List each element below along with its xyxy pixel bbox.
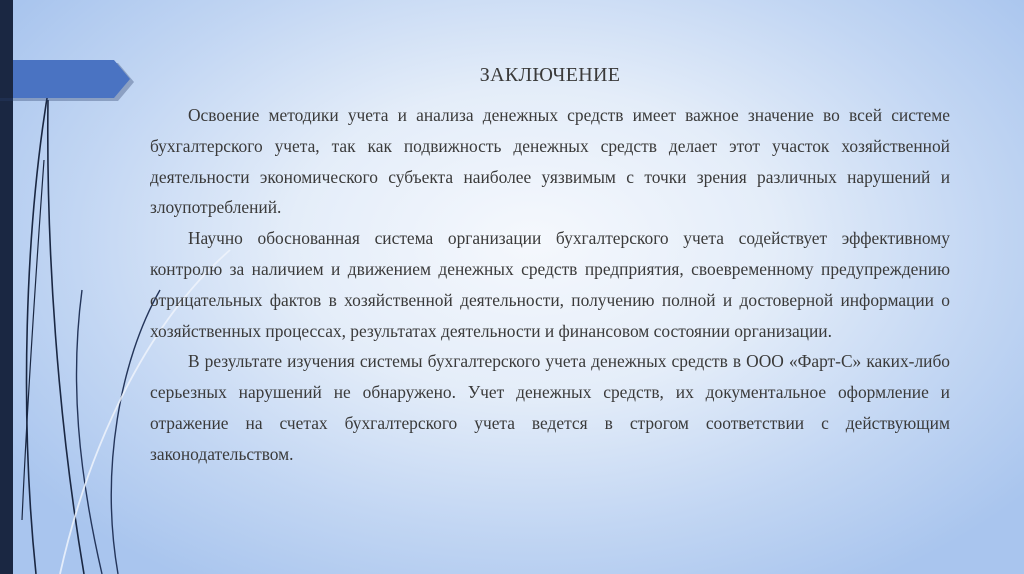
paragraph-2: Научно обоснованная система организации бухгалтерского учета содействует эффективному контролю за наличием и движением денежных средств предприятия, своевременному предупреждению отрицательных фактов в хозяйственной деятельности, получению полной и достоверной информации о хозяйственных процессах, результатах деятельности и финансовом состоянии организации. xyxy=(150,228,950,341)
paragraph-1: Освоение методики учета и анализа денежных средств имеет важное значение во всей системе бухгалтерского учета, так как подвижность денежных средств делает этот участок хозяйственной деятельности экономического субъекта наиболее уязвимым с точки зрения различных нарушений и злоупотреблений. xyxy=(150,105,950,218)
slide-title: ЗАКЛЮЧЕНИЕ xyxy=(479,64,621,86)
slide-body xyxy=(150,100,950,470)
decor-curve-1 xyxy=(27,80,50,574)
paragraph-3: В результате изучения системы бухгалтерского учета денежных средств в ООО «Фарт-С» каких-либо серьезных нарушений не обнаружено. Учет денежных средств, их документальное оформление и отражение на счетах бухгалтерского учета ведется в строгом соответствии с действующим законодательством. xyxy=(150,351,950,464)
decor-curve-3 xyxy=(76,290,102,574)
